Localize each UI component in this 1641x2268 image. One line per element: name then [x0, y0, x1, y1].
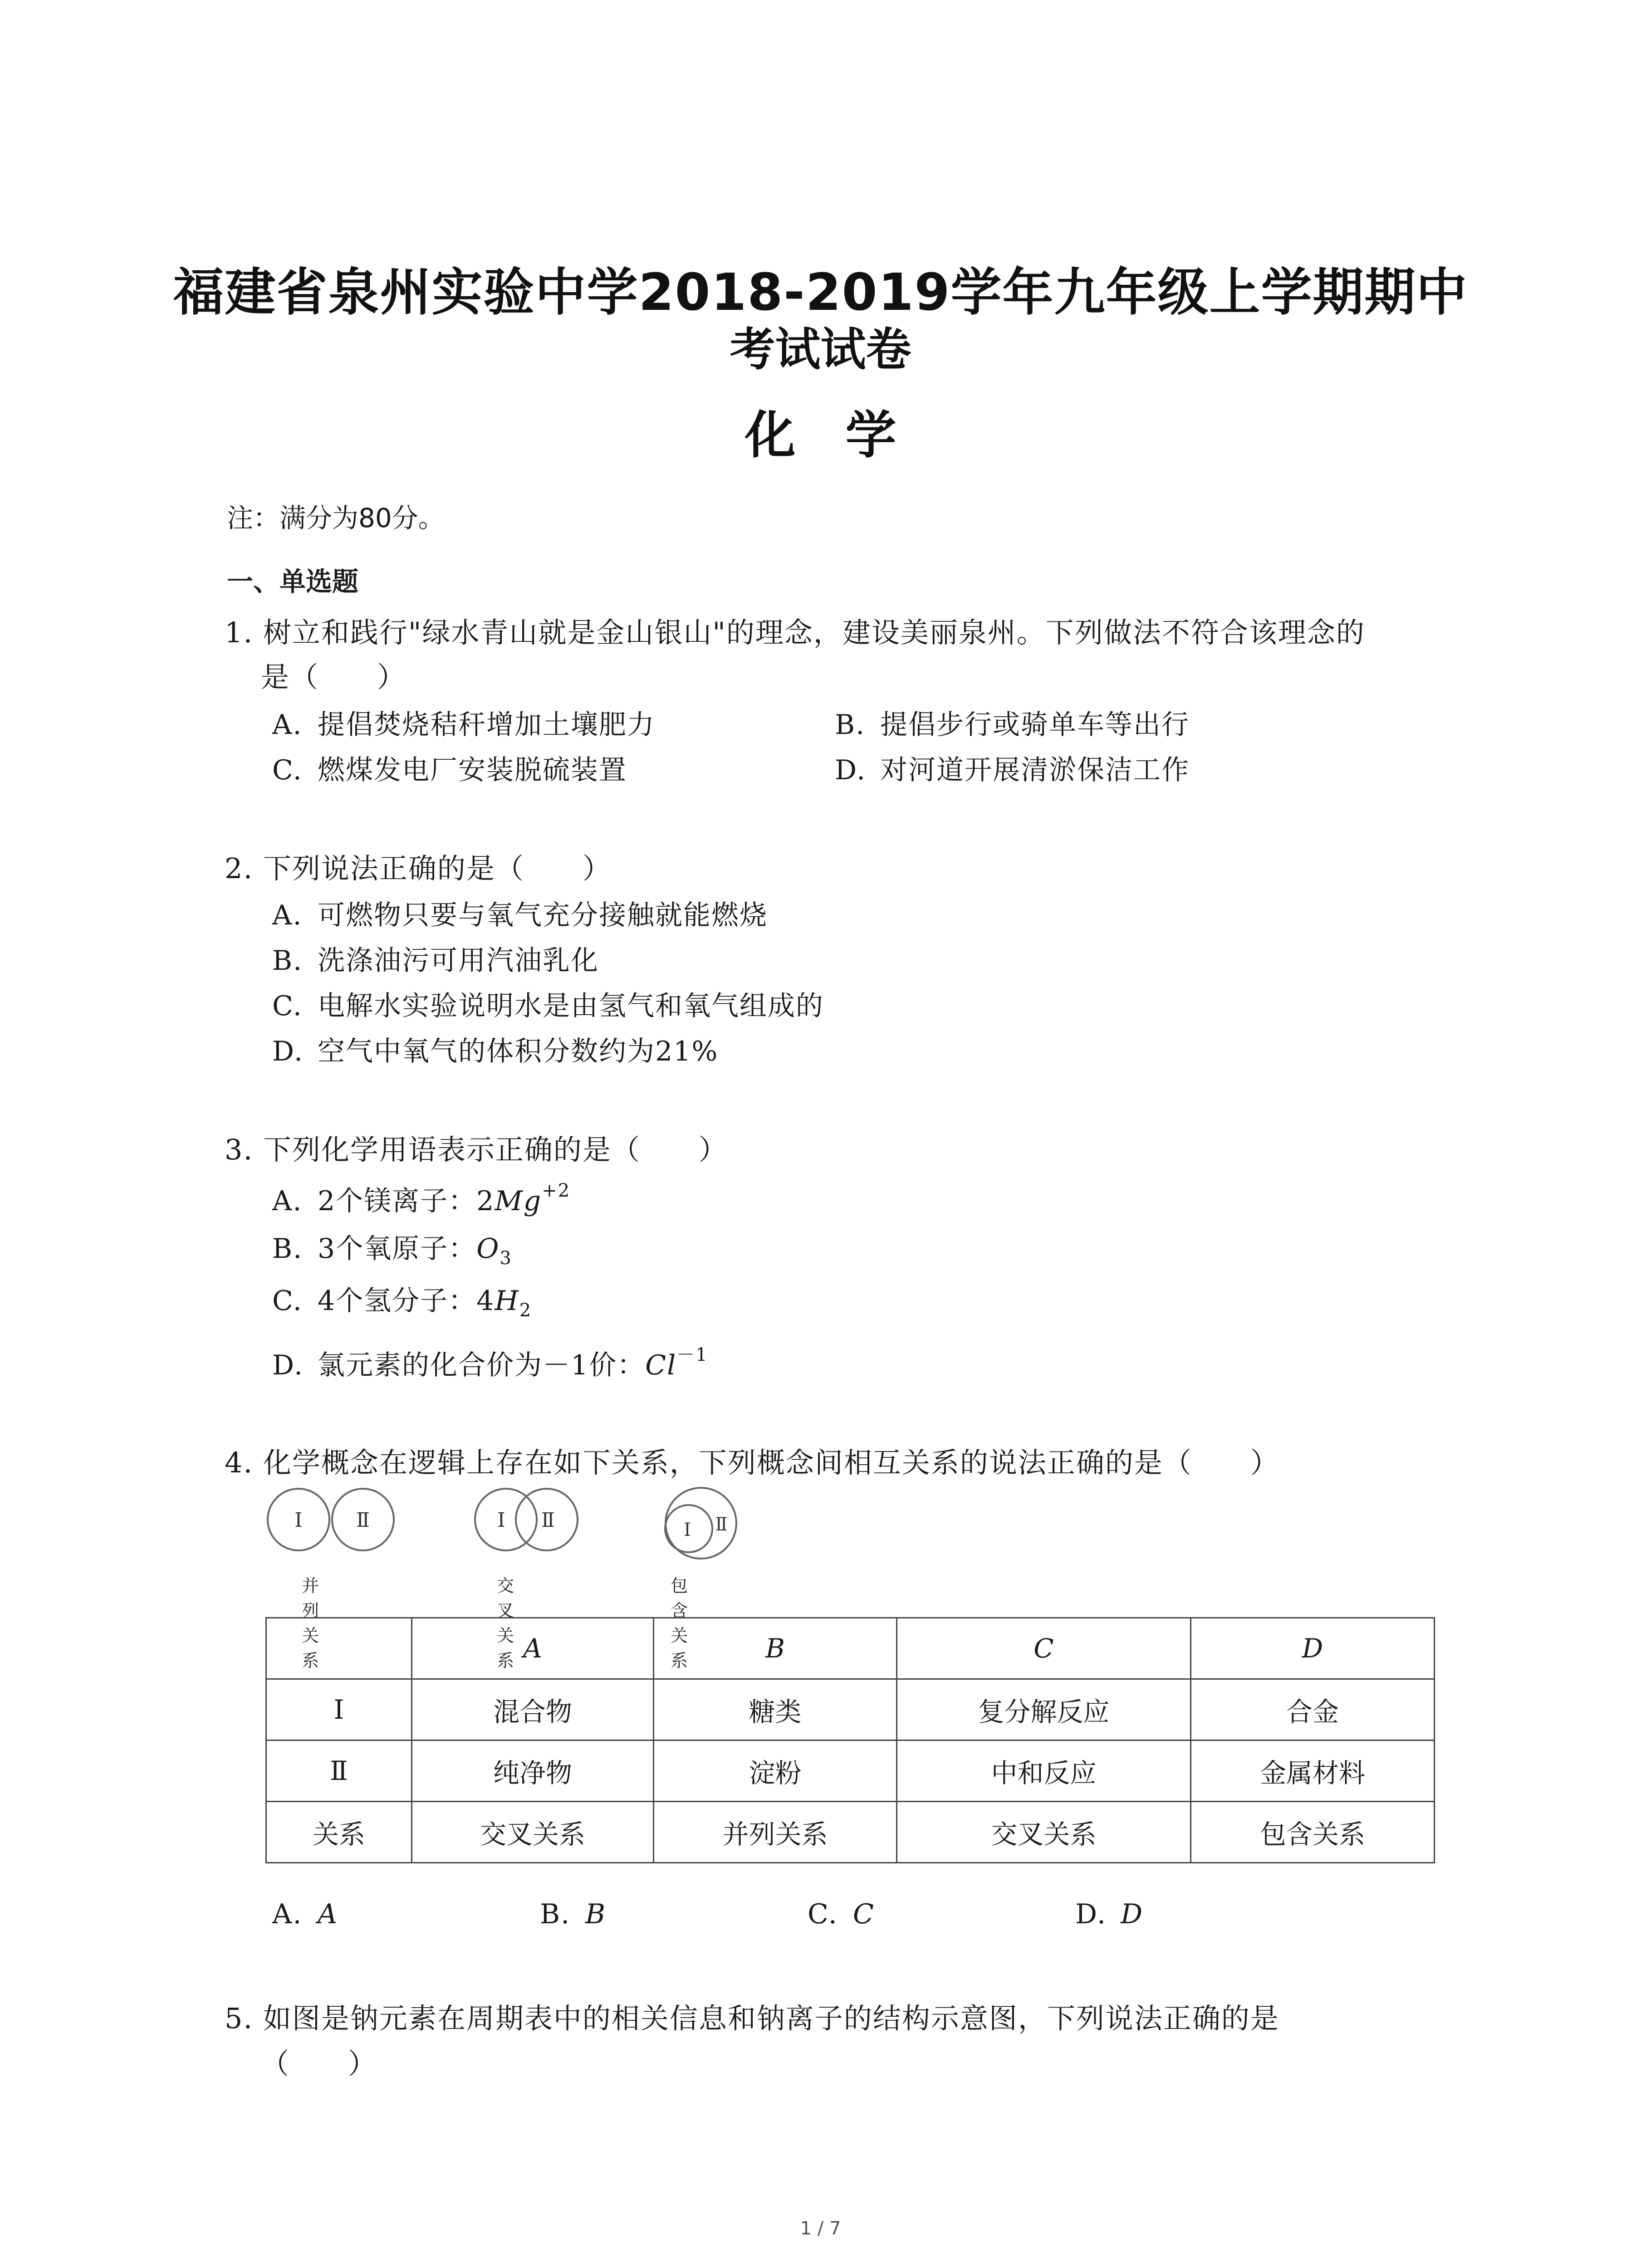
cross-label-1: Ⅰ	[497, 1509, 505, 1532]
option-label: A.	[272, 899, 303, 931]
option-text: A	[318, 1898, 338, 1930]
table-header-cell: C	[897, 1618, 1191, 1679]
q1-option-d	[835, 748, 1190, 787]
q3-option-a	[272, 1179, 570, 1218]
option-label: A.	[272, 1898, 303, 1930]
contain-label-1: Ⅰ	[684, 1520, 691, 1540]
chem-symbol: Cl	[645, 1349, 677, 1381]
caption-contain: 包含关系	[671, 1576, 688, 1671]
table-cell: 糖类	[654, 1679, 897, 1740]
q2-option-b	[272, 939, 599, 978]
option-label: C.	[272, 990, 303, 1022]
question-5-stem-line2: （ ）	[261, 2047, 377, 2080]
cross-label-2: Ⅱ	[541, 1509, 555, 1532]
concept-table	[265, 1617, 1435, 1863]
contain-label-2: Ⅱ	[715, 1514, 728, 1535]
q2-option-d	[272, 1030, 718, 1069]
table-row	[266, 1740, 1435, 1802]
q1-option-b	[835, 703, 1190, 742]
chem-symbol: H	[495, 1285, 519, 1317]
option-label: A.	[272, 1185, 303, 1217]
option-label: A.	[272, 709, 303, 741]
option-label: D.	[835, 754, 867, 786]
chem-symbol: Mg	[495, 1185, 542, 1217]
exam-title-line2: 考试试卷	[730, 323, 911, 376]
superscript: －1	[676, 1344, 708, 1365]
exam-title: 福建省泉州实验中学2018-2019学年九年级上学期期中	[173, 263, 1468, 322]
table-cell: 淀粉	[654, 1740, 897, 1802]
table-header-cell: A	[412, 1618, 654, 1679]
option-label: D.	[272, 1349, 304, 1381]
score-note: 注：满分为80分。	[227, 503, 445, 533]
option-text: 4个氢分子：4	[318, 1285, 495, 1317]
caption-cross: 交叉关系	[497, 1576, 514, 1671]
option-text: 洗涤油污可用汽油乳化	[318, 945, 599, 977]
question-1-stem: 1. 树立和践行"绿水青山就是金山银山"的理念，建设美丽泉州。下列做法不符合该理念的	[225, 616, 1365, 649]
option-text: 2个镁离子：2	[318, 1185, 495, 1217]
option-label: C.	[272, 1285, 303, 1317]
chem-symbol: O	[476, 1233, 500, 1265]
option-text: C	[853, 1898, 875, 1930]
table-cell: 纯净物	[412, 1740, 654, 1802]
option-label: B.	[272, 945, 303, 977]
venn-diagrams	[259, 1483, 758, 1574]
table-cell: 并列关系	[654, 1802, 897, 1863]
option-label: C.	[808, 1898, 838, 1930]
q4-option-d	[1075, 1898, 1143, 1930]
subscript: 2	[519, 1300, 532, 1321]
subject-title: 化学	[745, 406, 946, 465]
parallel-label-1: Ⅰ	[294, 1509, 303, 1532]
cross-circle-1	[475, 1489, 537, 1550]
question-3-stem: 3. 下列化学用语表示正确的是（ ）	[225, 1133, 728, 1166]
section-title: 一、单选题	[227, 566, 359, 597]
option-text: 提倡焚烧秸秆增加土壤肥力	[318, 709, 655, 741]
superscript: +2	[542, 1180, 571, 1201]
table-row	[266, 1802, 1435, 1863]
option-text: 3个氧原子：	[318, 1233, 477, 1265]
option-text: 燃煤发电厂安装脱硫装置	[318, 754, 627, 786]
option-label: C.	[272, 754, 303, 786]
page-number: 1 / 7	[800, 2218, 841, 2239]
table-cell: Ⅱ	[266, 1740, 412, 1802]
q3-option-c	[272, 1279, 532, 1321]
question-1-stem-line2: 是（ ）	[261, 660, 407, 694]
table-cell: Ⅰ	[266, 1679, 412, 1740]
option-label: B.	[835, 709, 866, 741]
table-header-row	[266, 1618, 1435, 1679]
table-cell: 交叉关系	[412, 1802, 654, 1863]
table-cell: 金属材料	[1191, 1740, 1435, 1802]
option-text: 电解水实验说明水是由氢气和氧气组成的	[318, 990, 824, 1022]
option-text: D	[1121, 1898, 1144, 1930]
option-text: B	[585, 1898, 607, 1930]
parallel-label-2: Ⅱ	[356, 1509, 370, 1532]
q1-option-c	[272, 748, 627, 787]
table-row	[266, 1679, 1435, 1740]
table-cell: 复分解反应	[897, 1679, 1191, 1740]
q2-option-c	[272, 984, 824, 1023]
table-header-cell: B	[654, 1618, 897, 1679]
table-cell: 交叉关系	[897, 1802, 1191, 1863]
subscript: 3	[500, 1248, 512, 1269]
q4-option-b	[540, 1898, 606, 1930]
q1-option-a	[272, 703, 655, 742]
option-label: D.	[272, 1036, 304, 1067]
table-cell: 关系	[266, 1802, 412, 1863]
q4-option-a	[272, 1898, 338, 1930]
table-cell: 混合物	[412, 1679, 654, 1740]
table-header-cell	[266, 1618, 412, 1679]
q3-option-b	[272, 1227, 512, 1269]
q2-option-a	[272, 894, 768, 933]
q3-option-d	[272, 1340, 708, 1383]
question-2-stem: 2. 下列说法正确的是（ ）	[225, 852, 612, 885]
question-5-stem: 5. 如图是钠元素在周期表中的相关信息和钠离子的结构示意图，下列说法正确的是	[225, 2002, 1279, 2035]
option-text: 可燃物只要与氧气充分接触就能燃烧	[318, 899, 768, 931]
caption-parallel: 并列关系	[302, 1576, 319, 1671]
question-4-stem: 4. 化学概念在逻辑上存在如下关系，下列概念间相互关系的说法正确的是（ ）	[225, 1446, 1279, 1479]
q4-option-c	[808, 1898, 875, 1930]
option-text: 提倡步行或骑单车等出行	[880, 709, 1190, 741]
table-cell: 包含关系	[1191, 1802, 1435, 1863]
table-cell: 中和反应	[897, 1740, 1191, 1802]
table-cell: 合金	[1191, 1679, 1435, 1740]
option-label: B.	[272, 1233, 303, 1265]
option-label: D.	[1075, 1898, 1107, 1930]
table-header-cell: D	[1191, 1618, 1435, 1679]
option-label: B.	[540, 1898, 571, 1930]
option-text: 对河道开展清淤保洁工作	[880, 754, 1190, 786]
option-text: 空气中氧气的体积分数约为21%	[318, 1036, 719, 1067]
option-text: 氯元素的化合价为－1价：	[318, 1349, 646, 1381]
